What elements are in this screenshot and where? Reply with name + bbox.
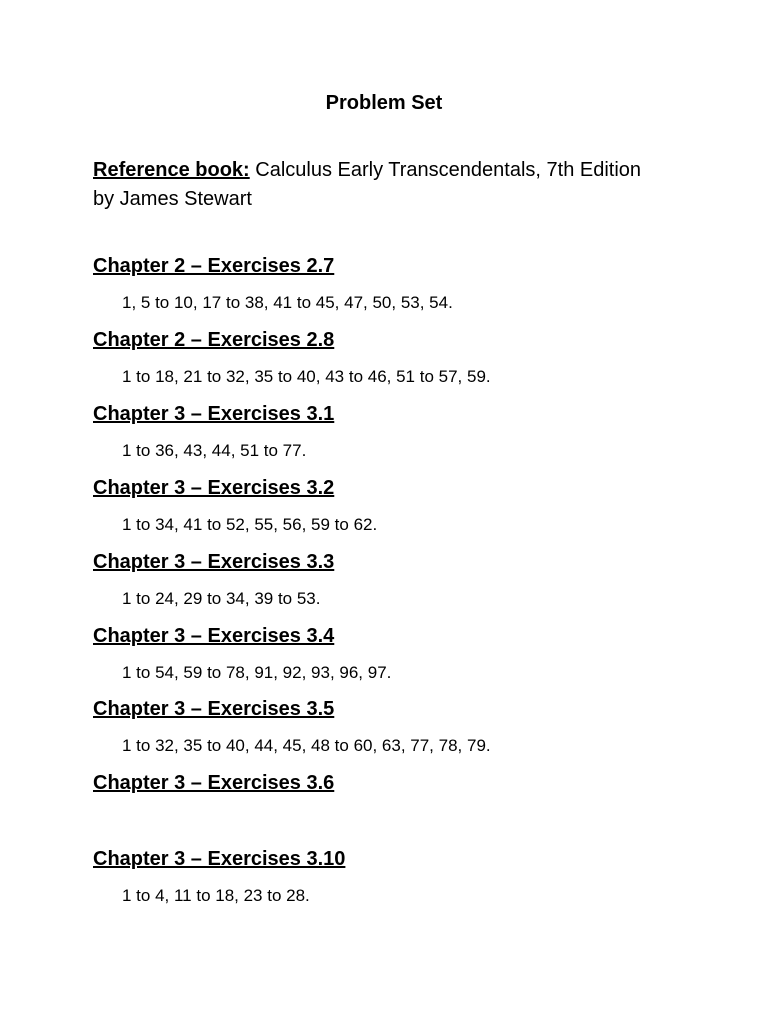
- section-problems-3-5: 1 to 32, 35 to 40, 44, 45, 48 to 60, 63, 77, 78, 79.: [122, 736, 491, 755]
- page-title: Problem Set: [325, 92, 443, 114]
- reference-book: [93, 156, 693, 214]
- section-heading-3-4: Chapter 3 – Exercises 3.4: [93, 625, 335, 647]
- reference-label: Reference book:: [93, 159, 250, 181]
- section-heading-3-6: Chapter 3 – Exercises 3.6: [93, 772, 335, 794]
- section-heading-3-10: Chapter 3 – Exercises 3.10: [93, 848, 346, 870]
- section-problems-2-7: 1, 5 to 10, 17 to 38, 41 to 45, 47, 50, 53, 54.: [122, 293, 453, 312]
- section-heading-3-1: Chapter 3 – Exercises 3.1: [93, 403, 335, 425]
- section-heading-3-3: Chapter 3 – Exercises 3.3: [93, 551, 335, 573]
- section-problems-2-8: 1 to 18, 21 to 32, 35 to 40, 43 to 46, 51 to 57, 59.: [122, 367, 491, 386]
- section-problems-3-10: 1 to 4, 11 to 18, 23 to 28.: [122, 886, 310, 905]
- section-heading-2-7: Chapter 2 – Exercises 2.7: [93, 255, 335, 277]
- section-problems-3-3: 1 to 24, 29 to 34, 39 to 53.: [122, 589, 321, 608]
- section-problems-3-1: 1 to 36, 43, 44, 51 to 77.: [122, 441, 307, 460]
- section-heading-3-5: Chapter 3 – Exercises 3.5: [93, 698, 335, 720]
- section-problems-3-4: 1 to 54, 59 to 78, 91, 92, 93, 96, 97.: [122, 663, 392, 682]
- section-problems-3-2: 1 to 34, 41 to 52, 55, 56, 59 to 62.: [122, 515, 378, 534]
- section-heading-3-2: Chapter 3 – Exercises 3.2: [93, 477, 335, 499]
- section-heading-2-8: Chapter 2 – Exercises 2.8: [93, 329, 335, 351]
- reference-text-line1: Calculus Early Transcendentals, 7th Edition: [255, 159, 642, 181]
- reference-text-line2: by James Stewart: [93, 188, 252, 210]
